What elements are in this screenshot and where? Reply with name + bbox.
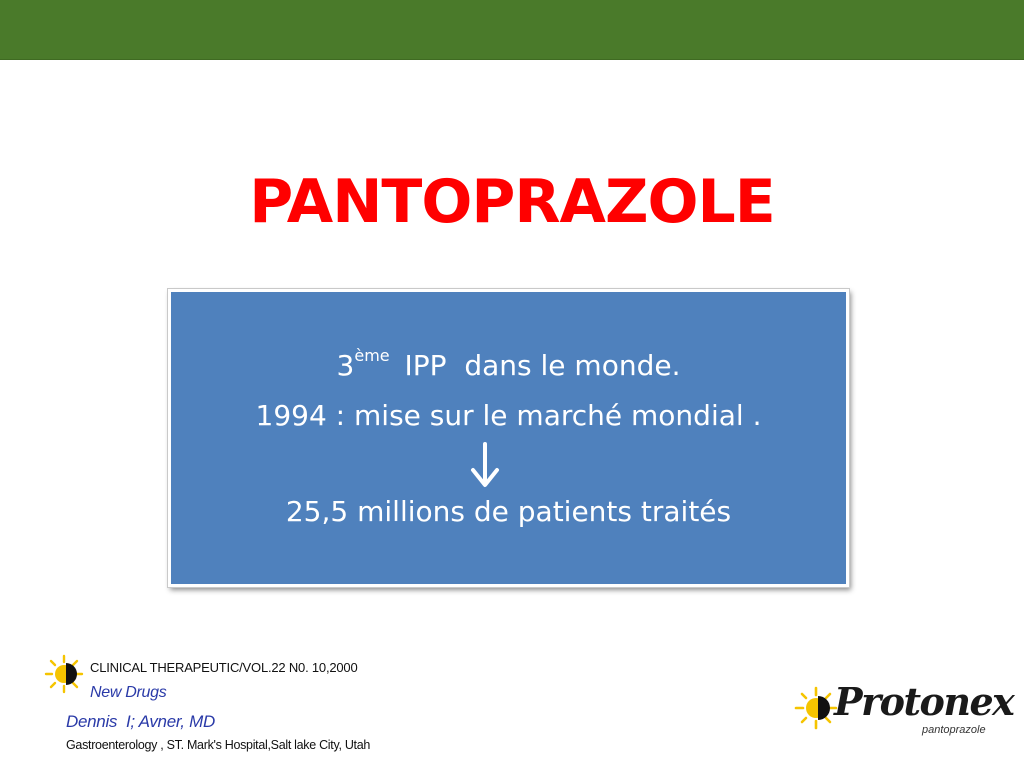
top-banner xyxy=(0,0,1024,60)
brand-subtitle: pantoprazole xyxy=(922,724,986,736)
brand-name: Protonex xyxy=(834,679,1014,724)
ranking-line xyxy=(171,348,846,384)
info-box xyxy=(168,289,849,587)
protonex-logo xyxy=(790,679,1014,744)
reference-block xyxy=(44,654,444,764)
down-arrow-icon xyxy=(468,442,502,490)
launch-line: 1994 : mise sur le marché mondial . xyxy=(255,399,762,432)
rank-text: IPP dans le monde. xyxy=(404,349,681,382)
journal-citation: CLINICAL THERAPEUTIC/VOL.22 N0. 10,2000 xyxy=(90,660,358,675)
section-name: New Drugs xyxy=(90,684,167,701)
author-affiliation: Gastroenterology , ST. Mark's Hospital,Salt lake City, Utah xyxy=(66,738,371,752)
author-names: Dennis I; Avner, MD xyxy=(66,712,215,731)
rank-superscript: ème xyxy=(354,346,390,365)
slide-title: PANTOPRAZOLE xyxy=(249,167,775,237)
patients-line: 25,5 millions de patients traités xyxy=(285,495,732,528)
rank-number: 3 xyxy=(336,349,355,382)
sun-logo-icon xyxy=(794,686,838,730)
sun-logo-icon xyxy=(44,654,84,694)
